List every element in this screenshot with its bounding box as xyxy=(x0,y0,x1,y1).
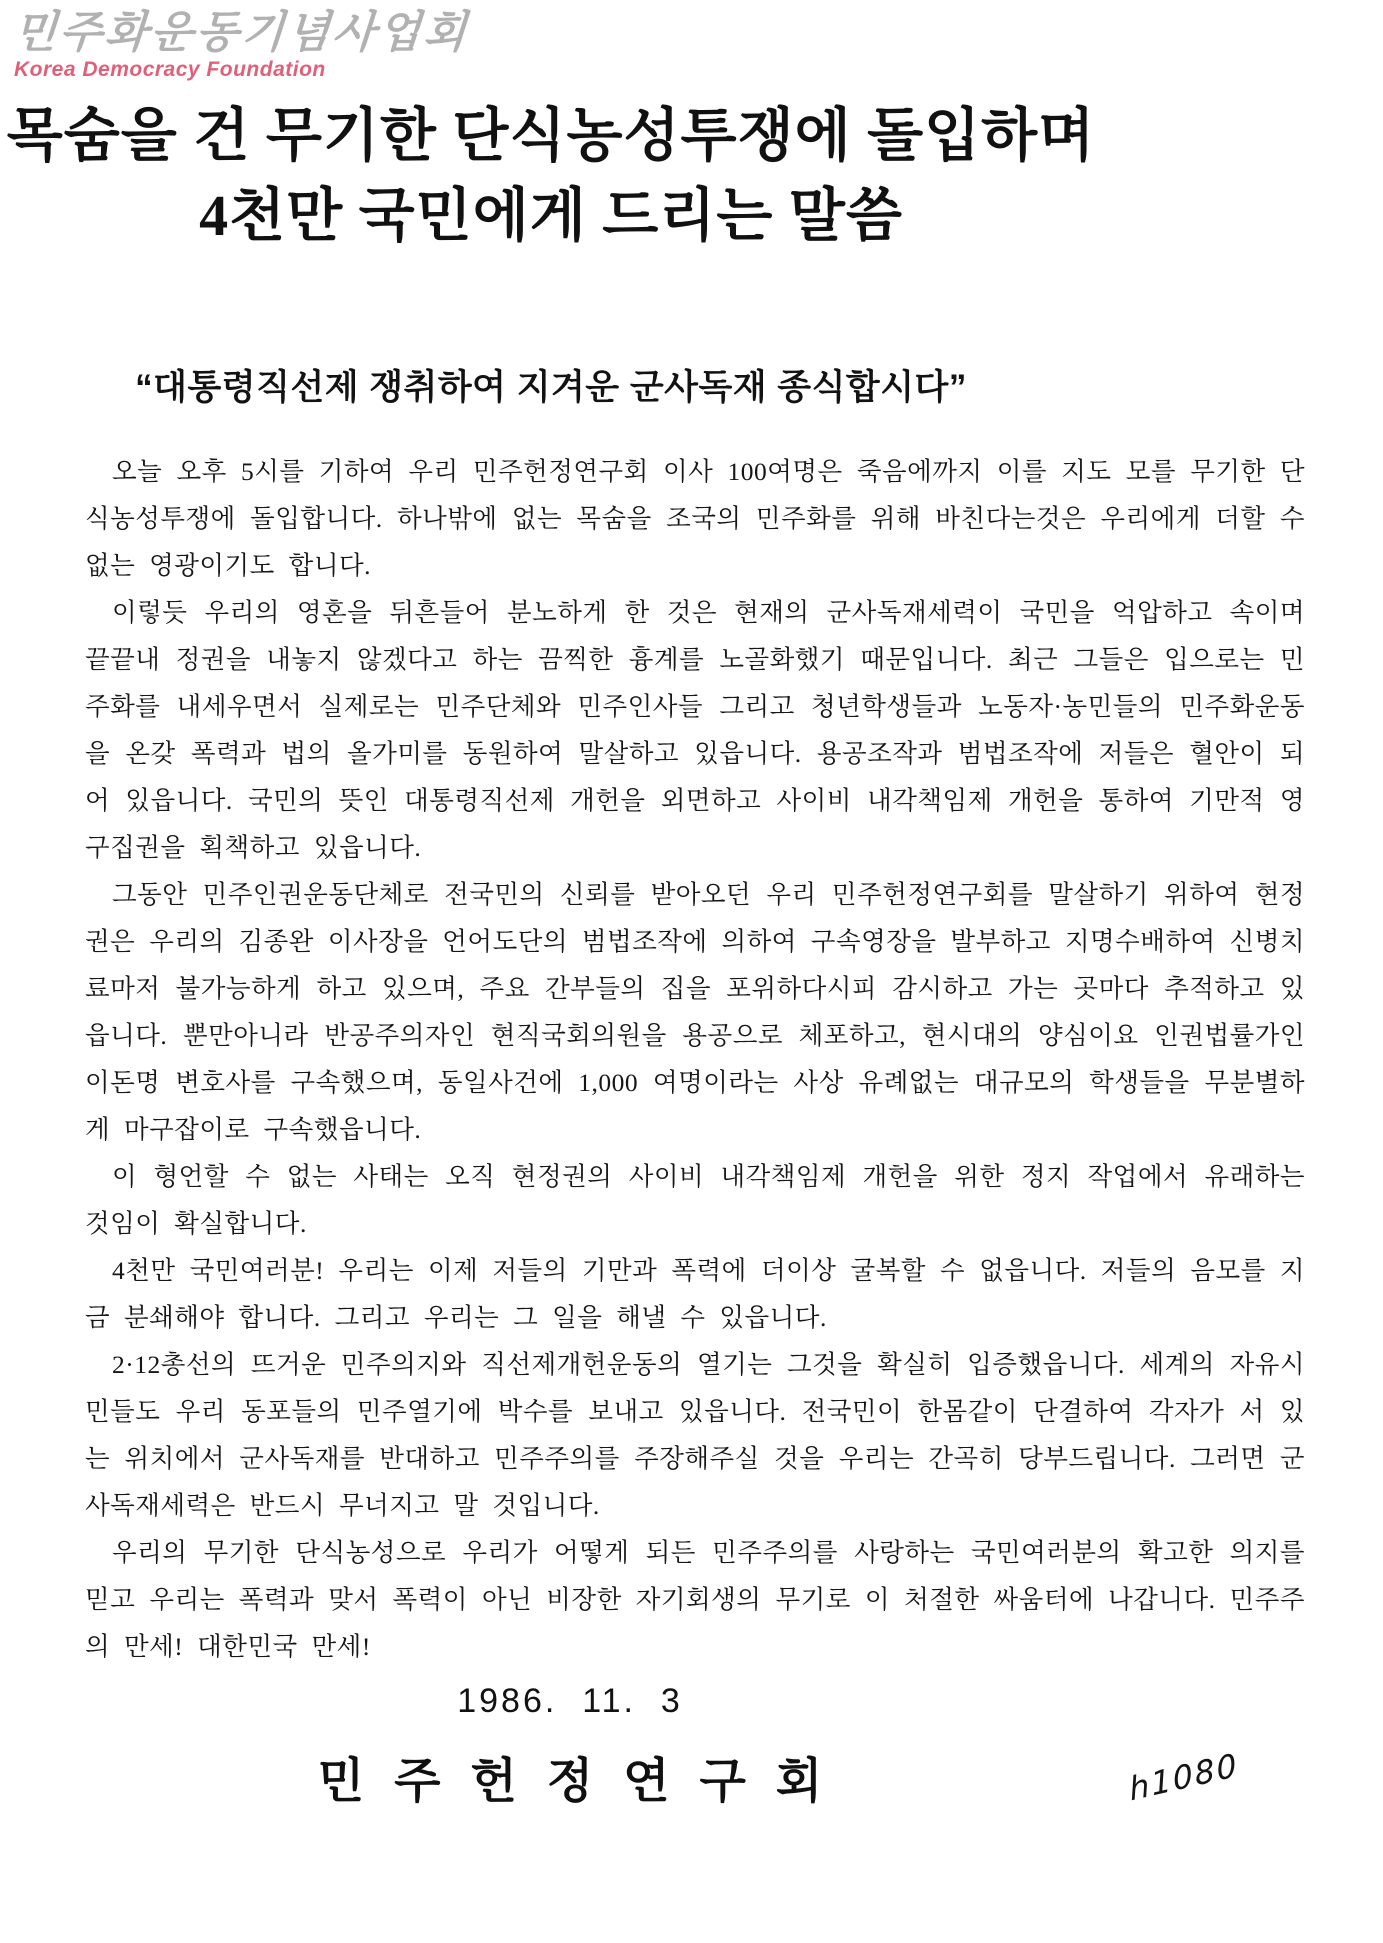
body-paragraph-2: 이렇듯 우리의 영혼을 뒤흔들어 분노하게 한 것은 현재의 군사독재세력이 국민을 억압하고 속이며 끝끝내 정권을 내놓지 않겠다고 하는 끔찍한 흉계를 노골화했기 때문입니다. 최근 그들은 입으로는 민주화를 내세우면서 실제로는 민주단체와 민주인사들 그리고 청년학생들과 노동자·농민들의 민주화운동을 온갖 폭력과 법의 올가미를 동원하여 말살하고 있읍니다. 용공조작과 범법조작에 저들은 혈안이 되어 있읍니다. 국민의 뜻인 대통령직선제 개헌을 외면하고 사이비 내각책임제 개헌을 통하여 기만적 영구집권을 획책하고 있읍니다. xyxy=(85,598,1305,862)
document-title-line-1: 목숨을 건 무기한 단식농성투쟁에 돌입하며 xyxy=(6,103,1096,168)
body-paragraph-1: 오늘 오후 5시를 기하여 우리 민주헌정연구회 이사 100여명은 죽음에까지 이를 지도 모를 무기한 단식농성투쟁에 돌입합니다. 하나밖에 없는 목숨을 조국의 민주화를 위해 바친다는것은 우리에게 더할 수 없는 영광이기도 합니다. xyxy=(85,457,1305,580)
body-paragraph-6: 2·12총선의 뜨거운 민주의지와 직선제개헌운동의 열기는 그것을 확실히 입증했읍니다. 세계의 자유시민들도 우리 동포들의 민주열기에 박수를 보내고 있읍니다. 전국민이 한몸같이 단결하여 각자가 서 있는 위치에서 군사독재를 반대하고 민주주의를 주장해주실 것을 우리는 간곡히 당부드립니다. 그러면 군사독재세력은 반드시 무너지고 말 것입니다. xyxy=(85,1350,1305,1520)
document-subtitle-slogan: “대통령직선제 쟁취하여 지겨운 군사독재 종식합시다” xyxy=(135,368,967,407)
document-body xyxy=(85,448,1305,1670)
logo-english-text: Korea Democracy Foundation xyxy=(14,58,326,81)
handwritten-archive-number: h1080 xyxy=(1127,1745,1241,1809)
body-paragraph-5: 4천만 국민여러분! 우리는 이제 저들의 기만과 폭력에 더이상 굴복할 수 없읍니다. 저들의 음모를 지금 분쇄해야 합니다. 그리고 우리는 그 일을 해낼 수 있읍니다. xyxy=(85,1256,1305,1332)
document-date: 1986. 11. 3 xyxy=(457,1682,683,1720)
issuing-organization-signature: 민주헌정연구회 xyxy=(317,1755,853,1808)
organization-logo xyxy=(12,7,471,82)
body-paragraph-7: 우리의 무기한 단식농성으로 우리가 어떻게 되든 민주주의를 사랑하는 국민여러분의 확고한 의지를 믿고 우리는 폭력과 맞서 폭력이 아닌 비장한 자기회생의 무기로 이 처절한 싸움터에 나갑니다. 민주주의 만세! 대한민국 만세! xyxy=(85,1538,1305,1661)
document-title xyxy=(0,96,1102,256)
document-title-line-2: 4천만 국민에게 드리는 말씀 xyxy=(199,183,903,248)
body-paragraph-3: 그동안 민주인권운동단체로 전국민의 신뢰를 받아오던 우리 민주헌정연구회를 말살하기 위하여 현정권은 우리의 김종완 이사장을 언어도단의 범법조작에 의하여 구속영장을 발부하고 지명수배하여 신병치료마저 불가능하게 하고 있으며, 주요 간부들의 집을 포위하다시피 감시하고 가는 곳마다 추적하고 있읍니다. 뿐만아니라 반공주의자인 현직국회의원을 용공으로 체포하고, 현시대의 양심이요 인권법률가인 이돈명 변호사를 구속했으며, 동일사건에 1,000 여명이라는 사상 유례없는 대규모의 학생들을 무분별하게 마구잡이로 구속했읍니다. xyxy=(85,880,1305,1144)
logo-korean-text: 민주화운동기념사업회 xyxy=(12,7,471,58)
body-paragraph-4: 이 형언할 수 없는 사태는 오직 현정권의 사이비 내각책임제 개헌을 위한 정지 작업에서 유래하는 것임이 확실합니다. xyxy=(85,1162,1305,1238)
